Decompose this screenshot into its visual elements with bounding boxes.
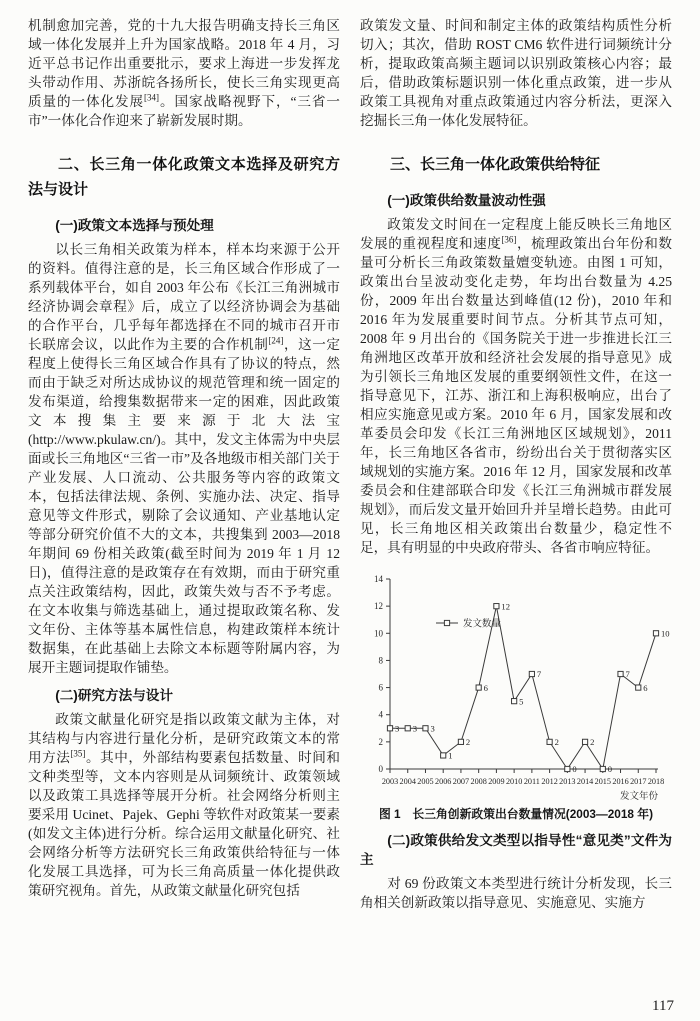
right-column xyxy=(360,16,672,912)
data-point-label: 2 xyxy=(465,737,471,748)
paragraph-continuation: 政策发文量、时间和制定主体的政策结构质性分析切入；其次，借助 ROST CM6 软件进行词频统计分析，提取政策高频主题词以识别政策核心内容；最后，借助政策标题识别一体化重点政策，进一步从政策工具视角对重点政策通过内容分析法，更深入挖掘长三角一体化发展特征。 xyxy=(360,18,672,128)
x-tick-label: 2008 xyxy=(470,777,487,786)
data-point-label: 1 xyxy=(448,750,453,761)
data-point-marker xyxy=(582,739,587,744)
data-point-label: 0 xyxy=(572,764,577,775)
data-point-marker xyxy=(441,753,446,758)
paragraph-document-types: 对 69 份政策文本类型进行统计分析发现，长三角相关创新政策以指导意见、实施意见、实施方 xyxy=(360,876,672,910)
x-tick-label: 2012 xyxy=(541,777,558,786)
section-heading-2: 二、长三角一体化政策文本选择及研究方法与设计 xyxy=(28,156,340,198)
data-point-label: 3 xyxy=(412,723,418,734)
data-point-label: 2 xyxy=(554,737,559,748)
figure-caption: 图 1 长三角创新政策出台数量情况(2003—2018 年) xyxy=(378,807,653,821)
y-tick-label: 12 xyxy=(374,601,383,612)
data-point-label: 0 xyxy=(607,764,613,775)
x-tick-label: 2015 xyxy=(594,777,611,786)
x-tick-label: 2006 xyxy=(435,777,452,786)
data-point-marker xyxy=(476,685,481,690)
figure-1 xyxy=(360,565,672,822)
sub-heading-text-selection: (一)政策文本选择与预处理 xyxy=(55,218,214,233)
data-point-marker xyxy=(565,766,570,771)
data-point-marker xyxy=(636,685,641,690)
paragraph-research-method: 政策文献量化研究是指以政策文献为主体，对其结构与内容进行量化分析，是研究政策文本的常用方法[35]。其中，外部结构要素包括数量、时间和文种类型等，文本内容则是从词频统计、政策领域以及政策工具选择等展开分析。社会网络分析则主要采用 Ucinet、Pajek、Gephi 等软件对政策某一要素(如发文主体)进行分析。综合运用文献量化研究、社会网络分析等方法研究长三角政策供给特征与一体化发展工具选择，可为长三角高质量一体化提供政策研究视角。首先，从政策文献量化研究包括 xyxy=(28,712,341,898)
y-tick-label: 2 xyxy=(378,736,383,747)
x-tick-label: 2004 xyxy=(399,777,416,786)
data-point-marker xyxy=(547,739,552,744)
x-tick-label: 2007 xyxy=(452,777,470,786)
data-point-marker xyxy=(512,699,517,704)
paragraph-continuation: 机制愈加完善，党的十九大报告明确支持长三角区域一体化发展并上升为国家战略。2018 年 4 月，习近平总书记作出重要批示，要求上海进一步发挥龙头带动作用、苏浙皖各扬所长，使长三角实现更高质量的一体化发展[34]。国家战略视野下，“三省一市”一体化合作迎来了崭新发展时期。 xyxy=(28,18,340,128)
y-tick-label: 4 xyxy=(378,709,383,720)
paragraph-supply-fluctuation: 政策发文时间在一定程度上能反映长三角地区发展的重视程度和速度[36]，梳理政策出台年份和数量可分析长三角政策数量嬗变轨迹。由图 1 可知，政策出台呈波动变化走势，年均出台数量为 4.25 份，2009 年出台数量达到峰值(12 份)，2010 年和 2016 年为发展重要时间节点。分析其节点可知，2008 年 9 月出台的《国务院关于进一步推进长江三角洲地区改革开放和经济社会发展的指导意见》成为引领长三角地区发展的重要纲领性文件，在这一指导意见下，江苏、浙江和上海积极响应，出台了相应实施意见或方案。2010 年 6 月，国家发展和改革委员会印发《长江三角洲地区区域规划》，2011 年，长三角地区各省市，纷纷出台关于贯彻落实区域规划的实施方案。2016 年 12 月，国家发展和改革委员会和住建部联合印发《长江三角洲城市群发展规划》，而后发文量开始回升并呈增长趋势。由此可见，长三角地区相关政策出台数量少，稳定性不足，具有明显的中央政府带头、各省市响应特征。 xyxy=(360,217,673,555)
y-tick-label: 0 xyxy=(378,764,383,774)
data-point-marker xyxy=(387,726,392,731)
sub-heading-document-types: (二)政策供给发文类型以指导性“意见类”文件为主 xyxy=(360,833,672,867)
data-point-marker xyxy=(494,604,499,609)
sub-heading-supply-fluctuation: (一)政策供给数量波动性强 xyxy=(387,193,546,208)
legend-label: 发文数量 xyxy=(463,619,502,630)
data-point-label: 3 xyxy=(395,723,400,734)
x-tick-label: 2005 xyxy=(417,777,434,786)
x-tick-label: 2013 xyxy=(559,777,576,786)
y-tick-label: 8 xyxy=(378,655,383,666)
data-point-label: 6 xyxy=(643,682,648,693)
data-point-label: 7 xyxy=(625,669,630,680)
data-point-label: 2 xyxy=(590,737,595,748)
data-point-marker xyxy=(653,631,658,636)
paragraph-text-selection: 以长三角相关政策为样本，样本均来源于公开的资料。值得注意的是，长三角区域合作形成了一系列载体平台，如自 2003 年公布《长江三角洲城市经济协调会章程》后，成立了以经济协调会为基础的合作平台，几乎每年都选择在不同的城市召开市长联席会议，以此作为主要的合作机制[24]，这一定程度上使得长三角区域合作具有了协议的特点，然而由于缺乏对所达成协议的规范管理和统一固定的发布渠道，给搜集数据带来一定的困难，因此政策文本搜集主要来源于北大法宝(http://www.pkulaw.cn/)。其中，发文主体需为中央层面或长三角地区“三省一市”及各地级市相关部门关于产业发展、人口流动、公共服务等内容的政策文本，包括法律法规、条例、实施办法、决定、指导意见等文件形式，剔除了会议通知、产业基地认定等部分研究价值不大的文本，共搜集到 2003—2018 年期间 69 份相关政策(截至时间为 2019 年 1 月 12 日)，值得注意的是政策存在有效期，而由于研究重点关注政策结构，因此，政策失效与否不予考虑。在文本收集与筛选基础上，通过提取政策名称、发文年份、主体等基本属性信息，构建政策样本统计数据集，在此基础上去除文本标题等附属内容，为展开主题词提取作铺垫。 xyxy=(28,242,341,675)
data-point-label: 12 xyxy=(501,601,510,612)
data-point-marker xyxy=(423,726,428,731)
x-tick-label: 2009 xyxy=(488,777,505,786)
x-tick-label: 2011 xyxy=(523,777,540,786)
data-point-label: 5 xyxy=(519,696,524,707)
x-tick-label: 2003 xyxy=(381,777,399,786)
sub-heading-research-method: (二)研究方法与设计 xyxy=(55,688,173,703)
data-point-label: 6 xyxy=(483,682,488,693)
data-point-label: 10 xyxy=(661,628,670,639)
left-column xyxy=(28,16,340,900)
data-point-marker xyxy=(618,671,623,676)
data-point-marker xyxy=(529,671,534,676)
x-tick-label: 2016 xyxy=(612,777,629,786)
x-tick-label: 2018 xyxy=(647,777,665,786)
section-heading-3: 三、长三角一体化政策供给特征 xyxy=(390,156,601,173)
x-tick-label: 2014 xyxy=(576,777,594,786)
x-tick-label: 2010 xyxy=(505,777,523,786)
x-axis-label: 发文年份 xyxy=(619,792,658,802)
data-point-marker xyxy=(600,766,605,771)
x-tick-label: 2017 xyxy=(630,777,647,786)
data-point-marker xyxy=(405,726,410,731)
series-line xyxy=(390,606,656,769)
data-point-marker xyxy=(458,739,463,744)
y-tick-label: 6 xyxy=(378,682,383,693)
policy-count-line-chart xyxy=(360,565,672,803)
chart-legend xyxy=(436,618,502,630)
legend-marker xyxy=(444,620,449,625)
y-tick-label: 14 xyxy=(374,574,383,584)
y-tick-label: 10 xyxy=(374,628,383,639)
data-point-label: 7 xyxy=(536,669,542,680)
data-point-label: 3 xyxy=(430,723,435,734)
page-number: 117 xyxy=(652,998,674,1014)
